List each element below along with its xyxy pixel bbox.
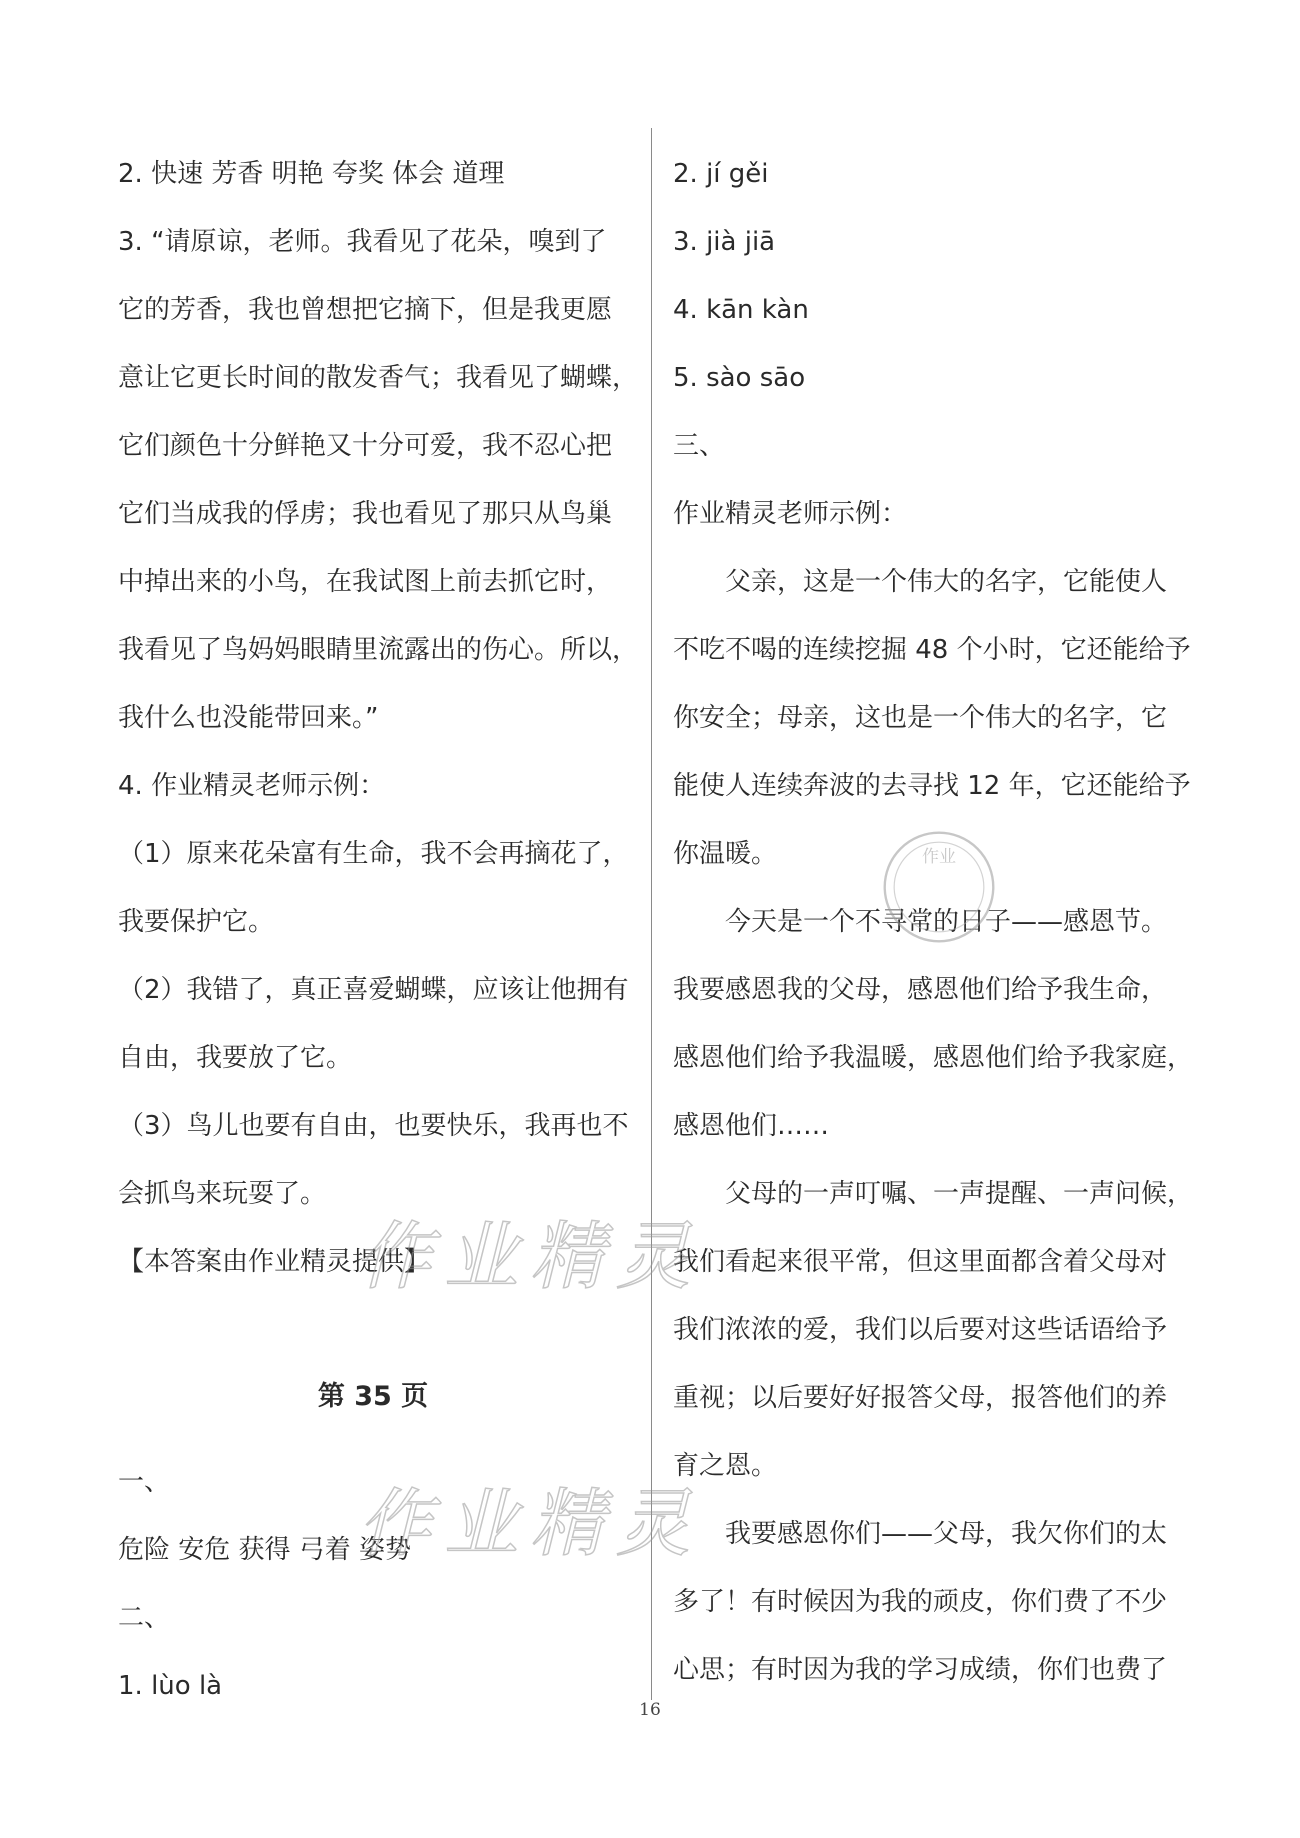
answer-line: 3. “请原谅，老师。我看见了花朵，嗅到了 — [118, 227, 607, 257]
answer-line: 我看见了鸟妈妈眼睛里流露出的伤心。所以， — [118, 635, 639, 665]
essay-line: 感恩他们给予我温暖，感恩他们给予我家庭， — [673, 1043, 1194, 1073]
essay-line: 你安全；母亲，这也是一个伟大的名字，它 — [673, 703, 1168, 733]
watermark-text: 作业精灵 — [358, 1214, 702, 1300]
answer-line: 3. jià jiā — [673, 227, 776, 257]
answer-line: 意让它更长时间的散发香气；我看见了蝴蝶， — [118, 363, 639, 393]
answer-line: 2. jí gěi — [673, 159, 769, 189]
answer-line: 它们当成我的俘虏；我也看见了那只从鸟巢 — [118, 499, 613, 529]
answer-line: 会抓鸟来玩耍了。 — [118, 1179, 327, 1209]
essay-line: 我们浓浓的爱，我们以后要对这些话语给予 — [673, 1315, 1168, 1345]
essay-line: 感恩他们…… — [673, 1111, 830, 1141]
answer-line: 二、 — [118, 1603, 171, 1633]
essay-line: 你温暖。 — [673, 839, 778, 869]
answer-line: （3）鸟儿也要有自由，也要快乐，我再也不 — [118, 1111, 629, 1141]
page-heading: 第 35 页 — [317, 1381, 429, 1412]
answer-line: 2. 快速 芳香 明艳 夸奖 体会 道理 — [118, 159, 505, 189]
left-column-continued — [118, 1448, 638, 1720]
column-divider — [651, 128, 652, 1700]
answer-line: 4. kān kàn — [673, 295, 809, 325]
answer-line: （1）原来花朵富有生命，我不会再摘花了， — [118, 839, 629, 869]
left-column — [118, 140, 638, 1296]
essay-line: 父母的一声叮嘱、一声提醒、一声问候， — [725, 1179, 1194, 1209]
essay-line: 我们看起来很平常，但这里面都含着父母对 — [673, 1247, 1168, 1277]
answer-line: 自由，我要放了它。 — [118, 1043, 353, 1073]
essay-line: 多了！有时候因为我的顽皮，你们费了不少 — [673, 1587, 1168, 1617]
answer-line: 【本答案由作业精灵提供】 — [118, 1247, 431, 1277]
answer-line: 4. 作业精灵老师示例： — [118, 771, 386, 801]
essay-line: 心思；有时因为我的学习成绩，你们也费了 — [673, 1655, 1168, 1685]
answer-line: 中掉出来的小鸟，在我试图上前去抓它时， — [118, 567, 613, 597]
answer-line: 危险 安危 获得 弓着 姿势 — [118, 1535, 412, 1565]
page-number: 16 — [639, 1700, 661, 1720]
essay-line: 重视；以后要好好报答父母，报答他们的养 — [673, 1383, 1168, 1413]
answer-line: 它们颜色十分鲜艳又十分可爱，我不忍心把 — [118, 431, 613, 461]
answer-line: 5. sào sāo — [673, 363, 806, 393]
essay-line: 不吃不喝的连续挖掘 48 个小时，它还能给予 — [673, 635, 1191, 665]
answer-line: 一、 — [118, 1467, 171, 1497]
answer-line: 1. lùo là — [118, 1671, 223, 1701]
stamp-label: 作业 — [922, 847, 956, 867]
stamp-watermark — [880, 828, 998, 946]
answer-line: 我什么也没能带回来。” — [118, 703, 379, 733]
answer-line: 三、 — [673, 431, 726, 461]
essay-line: 我要感恩你们——父母，我欠你们的太 — [725, 1519, 1168, 1549]
watermark-text: 作业精灵 — [358, 1481, 702, 1567]
answer-line: 我要保护它。 — [118, 907, 275, 937]
answer-line: 它的芳香，我也曾想把它摘下，但是我更愿 — [118, 295, 613, 325]
essay-line: 父亲，这是一个伟大的名字，它能使人 — [725, 567, 1168, 597]
essay-line: 能使人连续奔波的去寻找 12 年，它还能给予 — [673, 771, 1191, 801]
essay-line: 育之恩。 — [673, 1451, 778, 1481]
answer-line: 作业精灵老师示例： — [673, 499, 908, 529]
answer-line: （2）我错了，真正喜爱蝴蝶，应该让他拥有 — [118, 975, 629, 1005]
essay-line: 今天是一个不寻常的日子——感恩节。 — [725, 907, 1168, 937]
essay-line: 我要感恩我的父母，感恩他们给予我生命， — [673, 975, 1168, 1005]
